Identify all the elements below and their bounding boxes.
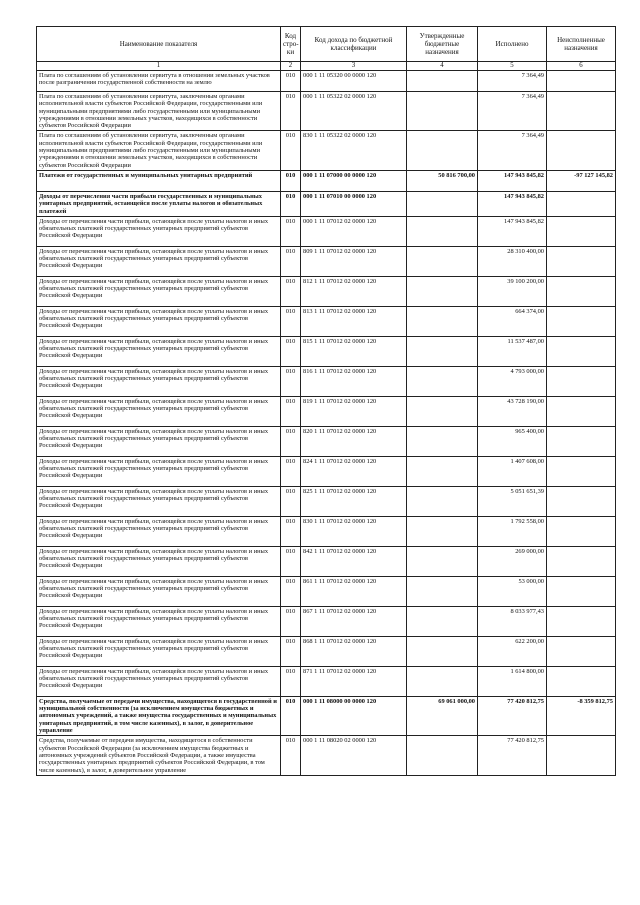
row-unexecuted: [547, 92, 616, 131]
row-executed: 269 000,00: [478, 546, 547, 576]
row-unexecuted: [547, 396, 616, 426]
row-name: Доходы от перечисления части прибыли, остающейся после уплаты налогов и иных обязательных платежей государственных унитарных предприятий субъектов Российской Федерации: [37, 366, 281, 396]
row-executed: 664 374,00: [478, 306, 547, 336]
row-line-code: 010: [281, 276, 301, 306]
row-name: Средства, получаемые от передачи имущества, находящегося в собственности субъектов Российской Федерации (за исключением имущества бюджетных и автономных учреждений субъектов Российской Федерации, а также имущества государственных унитарных предприятий субъектов Российской Федерации, в том числе казенных), в залог, в доверительное управление: [37, 736, 281, 775]
row-approved: [407, 546, 478, 576]
column-number: 3: [301, 62, 407, 71]
row-approved: [407, 366, 478, 396]
row-name: Плата по соглашениям об установлении сервитута, заключенным органами исполнительной власти субъектов Российской Федерации, государственными или муниципальными предприятиями либо государственными или муниципальными учреждениями в отношении земельных участков, находящихся в собственности субъектов Российской Федерации: [37, 92, 281, 131]
table-row: [37, 71, 616, 92]
row-executed: 965 400,00: [478, 426, 547, 456]
row-line-code: 010: [281, 736, 301, 775]
row-unexecuted: [547, 366, 616, 396]
row-line-code: 010: [281, 131, 301, 170]
row-income-code: 868 1 11 07012 02 0000 120: [301, 636, 407, 666]
row-unexecuted: [547, 306, 616, 336]
row-approved: [407, 306, 478, 336]
row-executed: 39 100 200,00: [478, 276, 547, 306]
row-unexecuted: [547, 576, 616, 606]
table-row: [37, 366, 616, 396]
row-line-code: 010: [281, 246, 301, 276]
row-approved: [407, 516, 478, 546]
table-row: [37, 486, 616, 516]
row-approved: [407, 576, 478, 606]
row-executed: 147 943 845,82: [478, 191, 547, 216]
table-row: [37, 426, 616, 456]
header-row: [37, 27, 616, 62]
row-line-code: 010: [281, 170, 301, 191]
row-line-code: 010: [281, 636, 301, 666]
row-unexecuted: -97 127 145,82: [547, 170, 616, 191]
row-income-code: 842 1 11 07012 02 0000 120: [301, 546, 407, 576]
row-line-code: 010: [281, 666, 301, 696]
table-row: [37, 170, 616, 191]
row-executed: 53 000,00: [478, 576, 547, 606]
row-income-code: 000 1 11 07000 00 0000 120: [301, 170, 407, 191]
row-income-code: 813 1 11 07012 02 0000 120: [301, 306, 407, 336]
row-approved: [407, 131, 478, 170]
table-row: [37, 576, 616, 606]
row-line-code: 010: [281, 576, 301, 606]
row-unexecuted: [547, 666, 616, 696]
column-number: 2: [281, 62, 301, 71]
row-name: Доходы от перечисления части прибыли, остающейся после уплаты налогов и иных обязательных платежей государственных унитарных предприятий субъектов Российской Федерации: [37, 216, 281, 246]
row-unexecuted: [547, 191, 616, 216]
row-unexecuted: [547, 456, 616, 486]
row-income-code: 809 1 11 07012 02 0000 120: [301, 246, 407, 276]
row-unexecuted: [547, 131, 616, 170]
row-income-code: 000 1 11 07010 00 0000 120: [301, 191, 407, 216]
row-executed: 7 364,49: [478, 131, 547, 170]
row-income-code: 000 1 11 08020 02 0000 120: [301, 736, 407, 775]
row-name: Доходы от перечисления части прибыли, остающейся после уплаты налогов и иных обязательных платежей государственных унитарных предприятий субъектов Российской Федерации: [37, 606, 281, 636]
row-approved: [407, 486, 478, 516]
header-code: Код дохода по бюджетной классификации: [301, 27, 407, 62]
row-name: Доходы от перечисления части прибыли, остающейся после уплаты налогов и иных обязательных платежей государственных унитарных предприятий субъектов Российской Федерации: [37, 576, 281, 606]
row-name: Доходы от перечисления части прибыли, остающейся после уплаты налогов и иных обязательных платежей государственных унитарных предприятий субъектов Российской Федерации: [37, 456, 281, 486]
row-executed: 28 310 400,00: [478, 246, 547, 276]
table-row: [37, 216, 616, 246]
row-name: Доходы от перечисления части прибыли, остающейся после уплаты налогов и иных обязательных платежей государственных унитарных предприятий субъектов Российской Федерации: [37, 666, 281, 696]
column-number: 4: [407, 62, 478, 71]
row-executed: 147 943 845,82: [478, 170, 547, 191]
table-row: [37, 131, 616, 170]
column-number: 1: [37, 62, 281, 71]
row-executed: 147 943 845,82: [478, 216, 547, 246]
row-name: Плата по соглашениям об установлении сервитута, заключенным органами исполнительной власти субъектов Российской Федерации, государственными или муниципальными предприятиями либо государственными или муниципальными учреждениями в отношении земельных участков, находящихся в собственности субъектов Российской Федерации: [37, 131, 281, 170]
row-name: Доходы от перечисления части прибыли, остающейся после уплаты налогов и иных обязательных платежей государственных унитарных предприятий субъектов Российской Федерации: [37, 246, 281, 276]
row-approved: [407, 191, 478, 216]
row-income-code: 815 1 11 07012 02 0000 120: [301, 336, 407, 366]
row-line-code: 010: [281, 191, 301, 216]
row-name: Доходы от перечисления части прибыли, остающейся после уплаты налогов и иных обязательных платежей государственных унитарных предприятий субъектов Российской Федерации: [37, 486, 281, 516]
row-executed: 1 614 800,00: [478, 666, 547, 696]
row-approved: 50 816 700,00: [407, 170, 478, 191]
row-income-code: 000 1 11 05322 02 0000 120: [301, 92, 407, 131]
row-approved: [407, 216, 478, 246]
header-line: Код стро-ки: [281, 27, 301, 62]
row-income-code: 820 1 11 07012 02 0000 120: [301, 426, 407, 456]
row-line-code: 010: [281, 696, 301, 735]
row-income-code: 830 1 11 05322 02 0000 120: [301, 131, 407, 170]
row-line-code: 010: [281, 216, 301, 246]
row-line-code: 010: [281, 486, 301, 516]
header-unexecuted: Неисполненные назначения: [547, 27, 616, 62]
row-approved: [407, 92, 478, 131]
row-unexecuted: [547, 71, 616, 92]
row-line-code: 010: [281, 336, 301, 366]
row-approved: [407, 666, 478, 696]
row-executed: 5 051 651,39: [478, 486, 547, 516]
table-row: [37, 516, 616, 546]
table-row: [37, 456, 616, 486]
row-executed: 43 728 190,00: [478, 396, 547, 426]
header-executed: Исполнено: [478, 27, 547, 62]
table-row: [37, 736, 616, 775]
row-income-code: 000 1 11 07012 02 0000 120: [301, 216, 407, 246]
table-row: [37, 606, 616, 636]
row-executed: 77 420 812,75: [478, 736, 547, 775]
table-row: [37, 696, 616, 735]
row-unexecuted: [547, 486, 616, 516]
header-name: Наименование показателя: [37, 27, 281, 62]
row-income-code: 000 1 11 05320 00 0000 120: [301, 71, 407, 92]
row-approved: [407, 456, 478, 486]
table-row: [37, 546, 616, 576]
row-income-code: 871 1 11 07012 02 0000 120: [301, 666, 407, 696]
row-income-code: 816 1 11 07012 02 0000 120: [301, 366, 407, 396]
row-executed: 8 033 977,43: [478, 606, 547, 636]
row-income-code: 861 1 11 07012 02 0000 120: [301, 576, 407, 606]
row-income-code: 000 1 11 08000 00 0000 120: [301, 696, 407, 735]
row-approved: [407, 636, 478, 666]
row-executed: 622 200,00: [478, 636, 547, 666]
row-executed: 11 537 487,00: [478, 336, 547, 366]
row-executed: 4 793 000,00: [478, 366, 547, 396]
row-line-code: 010: [281, 396, 301, 426]
row-name: Доходы от перечисления части прибыли, остающейся после уплаты налогов и иных обязательных платежей государственных унитарных предприятий субъектов Российской Федерации: [37, 636, 281, 666]
row-approved: [407, 336, 478, 366]
row-income-code: 830 1 11 07012 02 0000 120: [301, 516, 407, 546]
table-row: [37, 336, 616, 366]
row-line-code: 010: [281, 456, 301, 486]
row-unexecuted: [547, 336, 616, 366]
row-line-code: 010: [281, 366, 301, 396]
row-line-code: 010: [281, 92, 301, 131]
row-unexecuted: [547, 606, 616, 636]
row-unexecuted: [547, 216, 616, 246]
row-line-code: 010: [281, 606, 301, 636]
row-name: Доходы от перечисления части прибыли, остающейся после уплаты налогов и иных обязательных платежей государственных унитарных предприятий субъектов Российской Федерации: [37, 396, 281, 426]
row-name: Средства, получаемые от передачи имущества, находящегося в государственной и муниципальной собственности (за исключением имущества бюджетных и автономных учреждений, а также имущества государственных и муниципальных унитарных предприятий, в том числе казенных), в залог, в доверительное управление: [37, 696, 281, 735]
row-unexecuted: -8 359 812,75: [547, 696, 616, 735]
row-unexecuted: [547, 426, 616, 456]
row-line-code: 010: [281, 71, 301, 92]
row-income-code: 824 1 11 07012 02 0000 120: [301, 456, 407, 486]
row-name: Доходы от перечисления части прибыли, остающейся после уплаты налогов и иных обязательных платежей государственных унитарных предприятий субъектов Российской Федерации: [37, 336, 281, 366]
table-row: [37, 636, 616, 666]
row-approved: [407, 71, 478, 92]
row-name: Доходы от перечисления части прибыли государственных и муниципальных унитарных предприятий, остающейся после уплаты налогов и обязательных платежей: [37, 191, 281, 216]
row-income-code: 825 1 11 07012 02 0000 120: [301, 486, 407, 516]
table-row: [37, 92, 616, 131]
row-executed: 7 364,49: [478, 71, 547, 92]
row-unexecuted: [547, 276, 616, 306]
row-approved: [407, 246, 478, 276]
row-unexecuted: [547, 736, 616, 775]
column-number: 5: [478, 62, 547, 71]
row-approved: [407, 736, 478, 775]
row-name: Платежи от государственных и муниципальных унитарных предприятий: [37, 170, 281, 191]
row-name: Доходы от перечисления части прибыли, остающейся после уплаты налогов и иных обязательных платежей государственных унитарных предприятий субъектов Российской Федерации: [37, 306, 281, 336]
row-name: Доходы от перечисления части прибыли, остающейся после уплаты налогов и иных обязательных платежей государственных унитарных предприятий субъектов Российской Федерации: [37, 276, 281, 306]
row-name: Плата по соглашениям об установлении сервитута в отношении земельных участков после разграничения государственной собственности на землю: [37, 71, 281, 92]
row-name: Доходы от перечисления части прибыли, остающейся после уплаты налогов и иных обязательных платежей государственных унитарных предприятий субъектов Российской Федерации: [37, 546, 281, 576]
row-unexecuted: [547, 246, 616, 276]
table-row: [37, 396, 616, 426]
row-name: Доходы от перечисления части прибыли, остающейся после уплаты налогов и иных обязательных платежей государственных унитарных предприятий субъектов Российской Федерации: [37, 516, 281, 546]
row-approved: 69 061 000,00: [407, 696, 478, 735]
row-income-code: 819 1 11 07012 02 0000 120: [301, 396, 407, 426]
row-income-code: 867 1 11 07012 02 0000 120: [301, 606, 407, 636]
row-unexecuted: [547, 546, 616, 576]
table-row: [37, 191, 616, 216]
row-line-code: 010: [281, 516, 301, 546]
report-table: [36, 26, 616, 776]
row-executed: 7 364,49: [478, 92, 547, 131]
row-approved: [407, 426, 478, 456]
header-approved: Утвержденные бюджетные назначения: [407, 27, 478, 62]
table-row: [37, 306, 616, 336]
row-executed: 77 420 812,75: [478, 696, 547, 735]
column-number-row: [37, 62, 616, 71]
row-line-code: 010: [281, 306, 301, 336]
row-line-code: 010: [281, 546, 301, 576]
table-row: [37, 246, 616, 276]
row-approved: [407, 606, 478, 636]
table-row: [37, 666, 616, 696]
row-line-code: 010: [281, 426, 301, 456]
row-unexecuted: [547, 516, 616, 546]
row-unexecuted: [547, 636, 616, 666]
row-executed: 1 792 558,00: [478, 516, 547, 546]
row-name: Доходы от перечисления части прибыли, остающейся после уплаты налогов и иных обязательных платежей государственных унитарных предприятий субъектов Российской Федерации: [37, 426, 281, 456]
row-approved: [407, 396, 478, 426]
row-income-code: 812 1 11 07012 02 0000 120: [301, 276, 407, 306]
table-row: [37, 276, 616, 306]
row-approved: [407, 276, 478, 306]
row-executed: 1 407 608,00: [478, 456, 547, 486]
column-number: 6: [547, 62, 616, 71]
